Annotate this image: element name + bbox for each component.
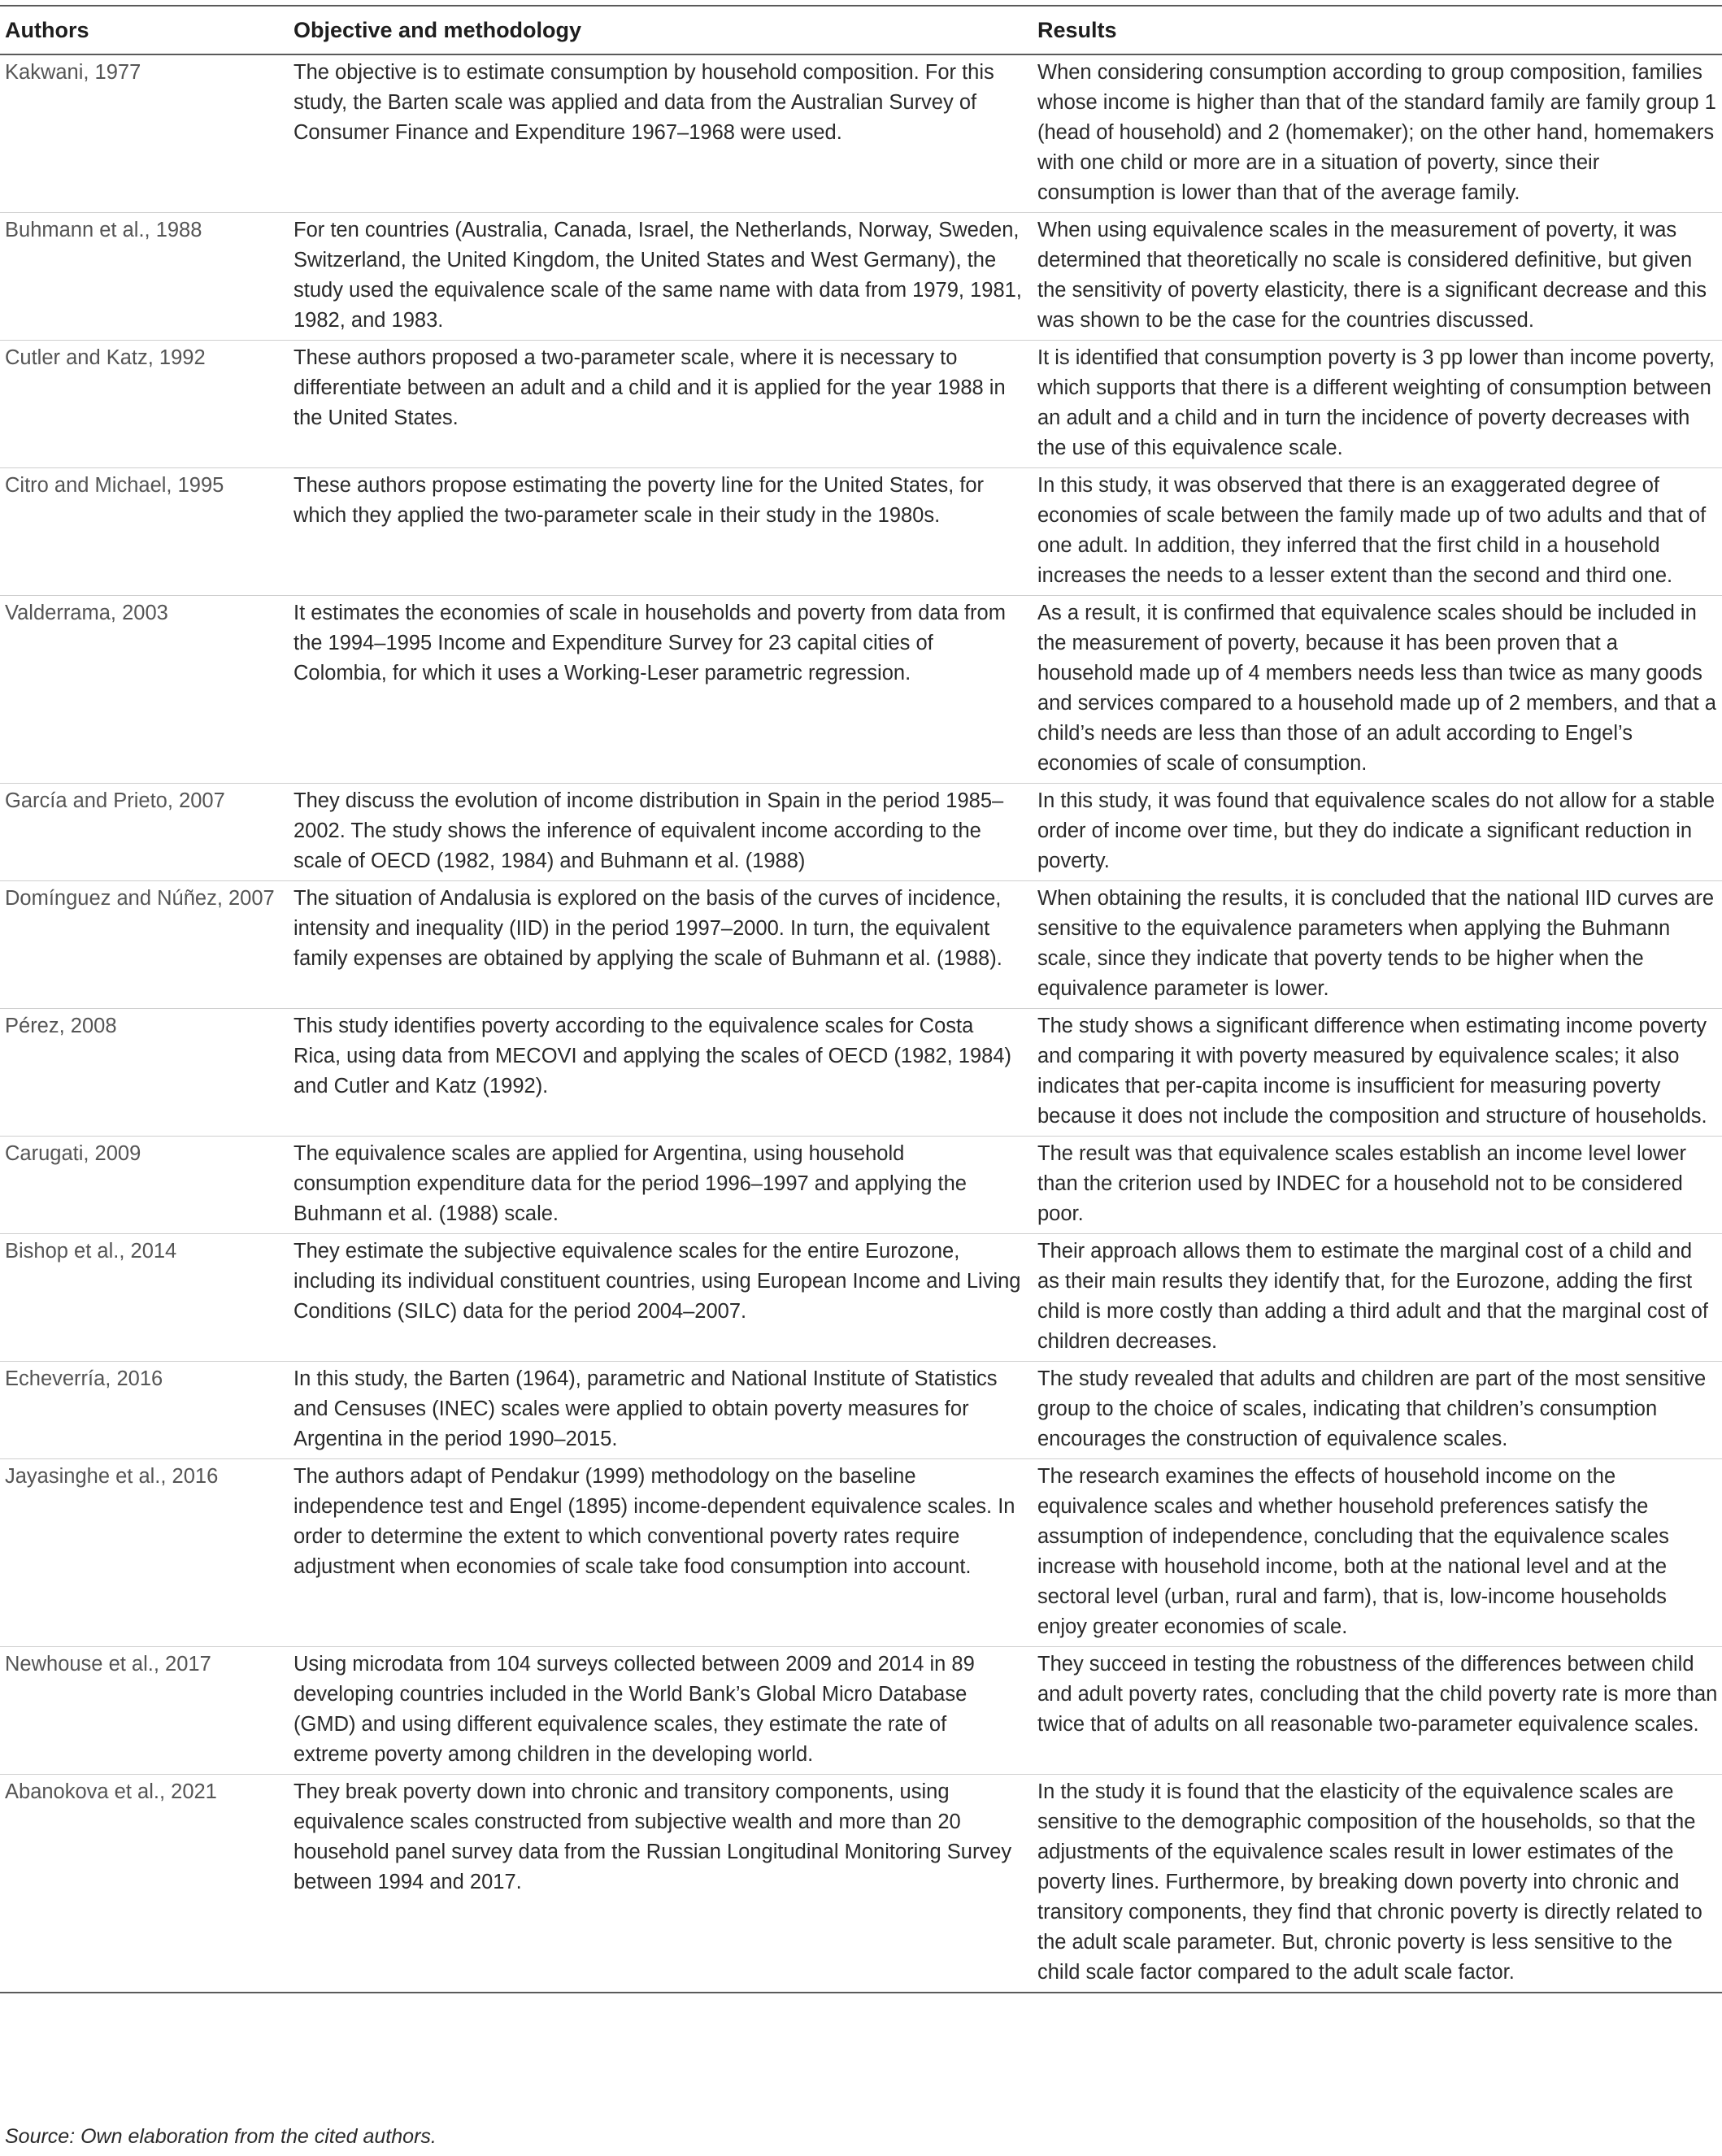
cell-author: Jayasinghe et al., 2016 (0, 1459, 281, 1647)
cell-objective: These authors proposed a two-parameter scale, where it is necessary to differentiate between an adult and a child and it is applied for the year 1988 in the United States. (281, 341, 1025, 468)
cell-author: García and Prieto, 2007 (0, 784, 281, 881)
literature-review-table (0, 5, 1722, 1993)
table-row (0, 596, 1722, 784)
cell-objective: This study identifies poverty according to the equivalence scales for Costa Rica, using data from MECOVI and applying the scales of OECD (1982, 1984) and Cutler and Katz (1992). (281, 1009, 1025, 1137)
table-header (0, 6, 1722, 54)
header-authors: Authors (0, 6, 281, 54)
table-row (0, 1459, 1722, 1647)
cell-results: In the study it is found that the elasticity of the equivalence scales are sensitive to the demographic composition of the households, so that the adjustments of the equivalence scales result in lower estimates of the poverty lines. Furthermore, by breaking down poverty into chronic and transitory components, they find that chronic poverty is directly related to the adult scale parameter. But, chronic poverty is less sensitive to the child scale factor compared to the adult scale factor. (1025, 1775, 1722, 1993)
table-row (0, 1362, 1722, 1459)
cell-objective: The authors adapt of Pendakur (1999) methodology on the baseline independence test and Engel (1895) income-dependent equivalence scales. In order to determine the extent to which conventional poverty rates require adjustment when economies of scale take food consumption into account. (281, 1459, 1025, 1647)
cell-results: They succeed in testing the robustness of the differences between child and adult poverty rates, concluding that the child poverty rate is more than twice that of adults on all reasonable two-parameter equivalence scales. (1025, 1647, 1722, 1775)
cell-author: Kakwani, 1977 (0, 54, 281, 213)
table-row (0, 784, 1722, 881)
table-row (0, 1775, 1722, 1993)
cell-author: Valderrama, 2003 (0, 596, 281, 784)
cell-author: Echeverría, 2016 (0, 1362, 281, 1459)
cell-results: As a result, it is confirmed that equivalence scales should be included in the measurement of poverty, because it has been proven that a household made up of 4 members needs less than twice as many goods and services compared to a household made up of 2 members, and that a child’s needs are less than those of an adult according to Engel’s economies of scale of consumption. (1025, 596, 1722, 784)
table-body (0, 54, 1722, 1993)
cell-author: Abanokova et al., 2021 (0, 1775, 281, 1993)
cell-objective: They discuss the evolution of income distribution in Spain in the period 1985–2002. The study shows the inference of equivalent income according to the scale of OECD (1982, 1984) and Buhmann et al. (1988) (281, 784, 1025, 881)
cell-objective: In this study, the Barten (1964), parametric and National Institute of Statistics and Censuses (INEC) scales were applied to obtain poverty measures for Argentina in the period 1990–2015. (281, 1362, 1025, 1459)
table-row (0, 468, 1722, 596)
header-objective: Objective and methodology (281, 6, 1025, 54)
cell-objective: It estimates the economies of scale in households and poverty from data from the 1994–1995 Income and Expenditure Survey for 23 capital cities of Colombia, for which it uses a Working-Leser parametric regression. (281, 596, 1025, 784)
cell-results: Their approach allows them to estimate the marginal cost of a child and as their main results they identify that, for the Eurozone, adding the first child is more costly than adding a third adult and that the marginal cost of children decreases. (1025, 1234, 1722, 1362)
cell-results: The study shows a significant difference when estimating income poverty and comparing it with poverty measured by equivalence scales; it also indicates that per-capita income is insufficient for measuring poverty because it does not include the composition and structure of households. (1025, 1009, 1722, 1137)
header-row (0, 6, 1722, 54)
header-results: Results (1025, 6, 1722, 54)
table-row (0, 1647, 1722, 1775)
cell-results: The research examines the effects of household income on the equivalence scales and whether household preferences satisfy the assumption of independence, concluding that the equivalence scales increase with household income, both at the national level and at the sectoral level (urban, rural and farm), that is, low-income households enjoy greater economies of scale. (1025, 1459, 1722, 1647)
cell-author: Pérez, 2008 (0, 1009, 281, 1137)
source-note: Source: Own elaboration from the cited authors. (5, 2125, 437, 2148)
table-row (0, 213, 1722, 341)
cell-objective: They break poverty down into chronic and transitory components, using equivalence scales constructed from subjective wealth and more than 20 household panel survey data from the Russian Longitudinal Monitoring Survey between 1994 and 2017. (281, 1775, 1025, 1993)
table-row (0, 1137, 1722, 1234)
cell-results: The result was that equivalence scales establish an income level lower than the criterion used by INDEC for a household not to be considered poor. (1025, 1137, 1722, 1234)
cell-objective: The equivalence scales are applied for Argentina, using household consumption expenditure data for the period 1996–1997 and applying the Buhmann et al. (1988) scale. (281, 1137, 1025, 1234)
cell-results: When considering consumption according to group composition, families whose income is higher than that of the standard family are family group 1 (head of household) and 2 (homemaker); on the other hand, homemakers with one child or more are in a situation of poverty, since their consumption is lower than that of the average family. (1025, 54, 1722, 213)
table-row (0, 1234, 1722, 1362)
table-row (0, 54, 1722, 213)
cell-author: Bishop et al., 2014 (0, 1234, 281, 1362)
cell-author: Buhmann et al., 1988 (0, 213, 281, 341)
cell-results: In this study, it was observed that there is an exaggerated degree of economies of scale between the family made up of two adults and that of one adult. In addition, they inferred that the first child in a household increases the needs to a lesser extent than the second and third one. (1025, 468, 1722, 596)
cell-author: Citro and Michael, 1995 (0, 468, 281, 596)
cell-objective: Using microdata from 104 surveys collected between 2009 and 2014 in 89 developing countries included in the World Bank’s Global Micro Database (GMD) and using different equivalence scales, they estimate the rate of extreme poverty among children in the developing world. (281, 1647, 1025, 1775)
table-row (0, 1009, 1722, 1137)
cell-results: The study revealed that adults and children are part of the most sensitive group to the choice of scales, indicating that children’s consumption encourages the construction of equivalence scales. (1025, 1362, 1722, 1459)
cell-author: Newhouse et al., 2017 (0, 1647, 281, 1775)
cell-results: It is identified that consumption poverty is 3 pp lower than income poverty, which supports that there is a different weighting of consumption between an adult and a child and in turn the incidence of poverty decreases with the use of this equivalence scale. (1025, 341, 1722, 468)
cell-objective: The situation of Andalusia is explored on the basis of the curves of incidence, intensity and inequality (IID) in the period 1997–2000. In turn, the equivalent family expenses are obtained by applying the scale of Buhmann et al. (1988). (281, 881, 1025, 1009)
table-row (0, 881, 1722, 1009)
cell-objective: For ten countries (Australia, Canada, Israel, the Netherlands, Norway, Sweden, Switzerland, the United Kingdom, the United States and West Germany), the study used the equivalence scale of the same name with data from 1979, 1981, 1982, and 1983. (281, 213, 1025, 341)
cell-author: Carugati, 2009 (0, 1137, 281, 1234)
cell-author: Cutler and Katz, 1992 (0, 341, 281, 468)
cell-objective: The objective is to estimate consumption by household composition. For this study, the Barten scale was applied and data from the Australian Survey of Consumer Finance and Expenditure 1967–1968 were used. (281, 54, 1025, 213)
table-row (0, 341, 1722, 468)
cell-objective: They estimate the subjective equivalence scales for the entire Eurozone, including its individual constituent countries, using European Income and Living Conditions (SILC) data for the period 2004–2007. (281, 1234, 1025, 1362)
cell-objective: These authors propose estimating the poverty line for the United States, for which they applied the two-parameter scale in their study in the 1980s. (281, 468, 1025, 596)
cell-results: When using equivalence scales in the measurement of poverty, it was determined that theoretically no scale is considered definitive, but given the sensitivity of poverty elasticity, there is a significant decrease and this was shown to be the case for the countries discussed. (1025, 213, 1722, 341)
cell-author: Domínguez and Núñez, 2007 (0, 881, 281, 1009)
cell-results: When obtaining the results, it is concluded that the national IID curves are sensitive to the equivalence parameters when applying the Buhmann scale, since they indicate that poverty tends to be higher when the equivalence parameter is lower. (1025, 881, 1722, 1009)
cell-results: In this study, it was found that equivalence scales do not allow for a stable order of income over time, but they do indicate a significant reduction in poverty. (1025, 784, 1722, 881)
